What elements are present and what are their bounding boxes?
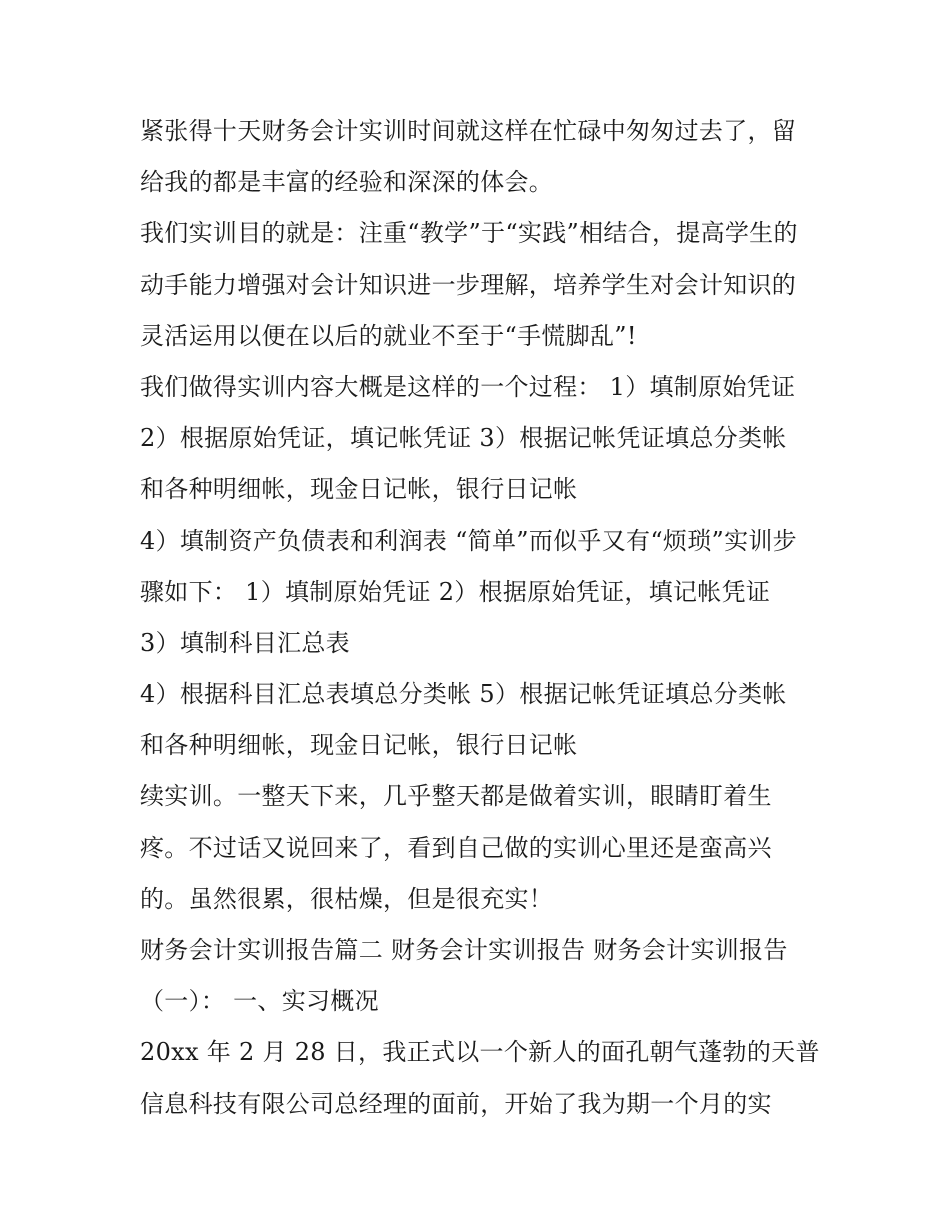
text-line: 疼。不过话又说回来了，看到自己做的实训心里还是蛮高兴 [140, 833, 772, 862]
text-line: （一）： 一、实习概况 [140, 987, 379, 1016]
text-line: 信息科技有限公司总经理的面前，开始了我为期一个月的实 [140, 1089, 772, 1118]
text-line: 20xx 年 2 月 28 日，我正式以一个新人的面孔朝气蓬勃的天普 [140, 1038, 820, 1067]
text-line: 4）根据科目汇总表填总分类帐 5）根据记帐凭证填总分类帐 [140, 680, 787, 709]
text-line: 的。虽然很累，很枯燥，但是很充实！ [140, 884, 554, 913]
text-line: 我们实训目的就是：注重“教学”于“实践”相结合，提高学生的 [140, 219, 798, 248]
text-line: 续实训。一整天下来，几乎整天都是做着实训，眼睛盯着生 [140, 782, 772, 811]
text-line: 财务会计实训报告篇二 财务会计实训报告 财务会计实训报告 [140, 936, 788, 964]
text-line: 4）填制资产负债表和利润表 “简单”而似乎又有“烦琐”实训步 [140, 526, 797, 555]
text-line: 2）根据原始凭证，填记帐凭证 3）根据记帐凭证填总分类帐 [140, 424, 787, 453]
text-line: 和各种明细帐，现金日记帐，银行日记帐 [140, 475, 578, 504]
text-line: 骤如下： 1）填制原始凭证 2）根据原始凭证，填记帐凭证 [140, 577, 771, 606]
document-body [140, 106, 830, 1130]
text-line: 和各种明细帐，现金日记帐，银行日记帐 [140, 731, 578, 760]
text-line: 我们做得实训内容大概是这样的一个过程： 1）填制原始凭证 [140, 372, 796, 401]
text-line: 紧张得十天财务会计实训时间就这样在忙碌中匆匆过去了，留 [140, 117, 797, 145]
text-line: 给我的都是丰富的经验和深深的体会。 [140, 168, 554, 197]
text-line: 灵活运用以便在以后的就业不至于“手慌脚乱”! [140, 321, 637, 350]
text-line: 动手能力增强对会计知识进一步理解，培养学生对会计知识的 [140, 270, 797, 299]
text-line: 3）填制科目汇总表 [140, 628, 350, 657]
